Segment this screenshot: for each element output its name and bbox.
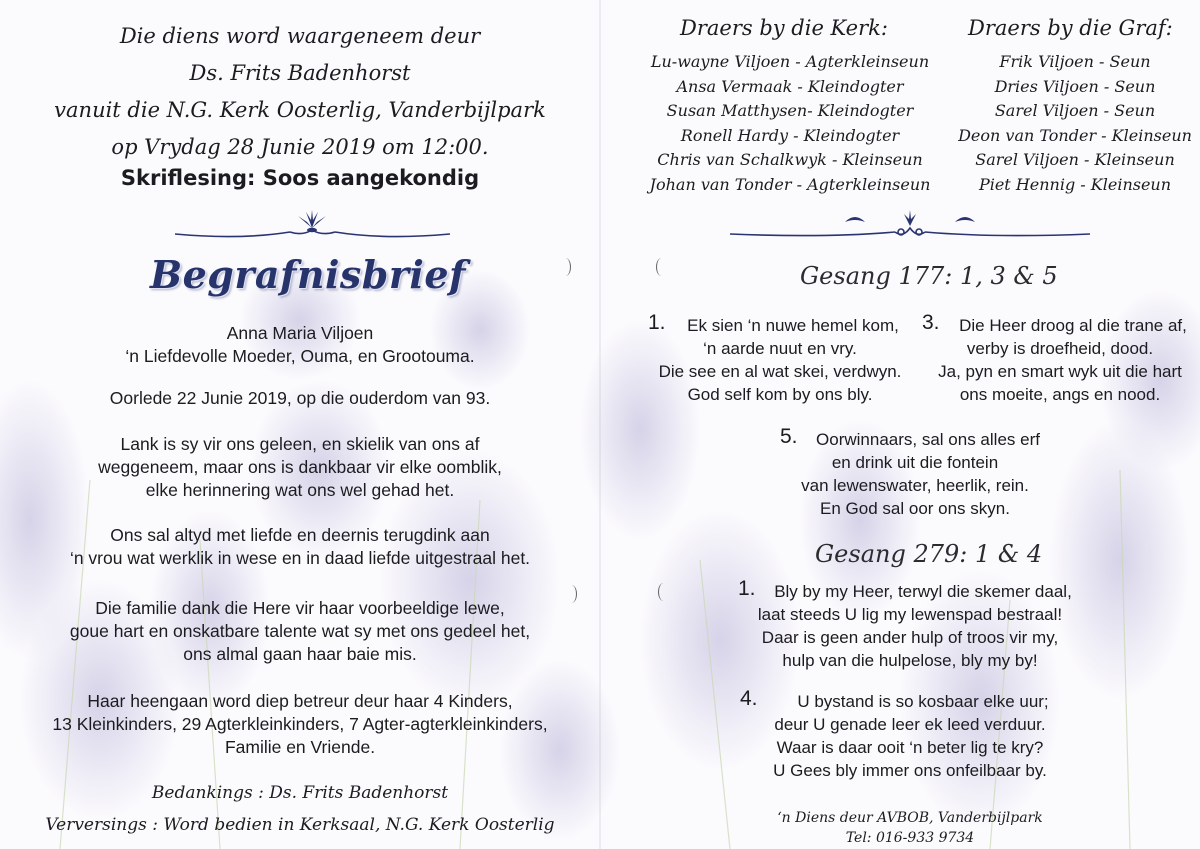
paragraph-line: elke herinnering wat ons wel gehad het. [145,480,455,500]
verse-line: deur U genade leer ek leed verduur. [774,715,1046,734]
verse-line: Oorwinnaars, sal ons alles erf [816,430,1040,449]
paragraph-4 [0,690,600,759]
verse-number: 3. [922,311,940,334]
service-line: Ds. Frits Badenhorst [189,61,411,85]
hymn-2-verse-4 [730,687,1090,782]
verse-line: ons moeite, angs en nood. [959,385,1161,404]
paragraph-1 [0,433,600,502]
verse-number: 4. [740,687,758,710]
paragraph-2 [0,524,600,570]
service-line: vanuit die N.G. Kerk Oosterlig, Vanderbijlpark [54,98,546,122]
hymn-2-title: Gesang 279: 1 & 4 [815,540,1043,568]
paragraph-line: ons almal gaan haar baie mis. [183,644,417,664]
deceased-name: Anna Maria Viljoen [226,323,374,343]
verse-line: U Gees bly immer ons onfeilbaar by. [773,761,1047,780]
service-line: Die diens word waargeneem deur [119,24,481,48]
verse-line: Die Heer droog al die trane af, [959,316,1187,335]
service-line: op Vrydag 28 Junie 2019 om 12:00. [111,135,489,159]
verse-number: 1. [738,577,756,600]
verse-line: Daar is geen ander hulp of troos vir my, [761,628,1059,647]
grave-bearers-title: Draers by die Graf: [968,16,1173,40]
death-date: Oorlede 22 Junie 2019, op die ouderdom van 93. [109,388,491,408]
ornament-divider [725,208,1095,242]
verse-line: En God sal oor ons skyn. [820,499,1010,518]
list-item: Sarel Viljoen - Kleinseun [975,150,1175,169]
thanks-line: Bedankings : Ds. Frits Badenhorst [151,783,449,803]
funeral-service-footer [760,808,1060,848]
paragraph-line: Ons sal altyd met liefde en deernis terugdink aan [110,525,490,545]
list-item: Sarel Viljoen - Seun [994,101,1156,120]
service-info [0,18,600,166]
church-bearers-title: Draers by die Kerk: [680,16,888,40]
verse-line: Die see en al wat skei, verdwyn. [658,362,902,381]
verse-number: 5. [780,425,798,448]
list-item: Chris van Schalkwyk - Kleinseun [657,150,923,169]
verse-number: 1. [648,311,666,334]
list-item: Ansa Vermaak - Kleindogter [676,76,904,96]
deceased-info [0,322,600,368]
punch-hole-mark [656,258,667,276]
verse-line: en drink uit die fontein [831,453,999,472]
ornament-divider [170,208,455,242]
list-item: Johan van Tonder - Agterkleinseun [649,174,931,194]
verse-line: Waar is daar ooit ‘n beter lig te kry? [776,738,1044,757]
grave-bearers-list [955,50,1195,197]
paragraph-line: goue hart en onskatbare talente wat sy met ons gedeel het, [69,621,531,641]
footer-line: ‘n Diens deur AVBOB, Vanderbijlpark [777,810,1043,826]
deceased-description: ‘n Liefdevolle Moeder, Ouma, en Grootouma. [125,346,475,366]
paragraph-line: Haar heengaan word diep betreur deur haar 4 Kinders, [87,691,513,711]
hymn-2-verse-1 [730,577,1090,672]
list-item: Dries Viljoen - Seun [994,76,1156,96]
paragraph-line: Die familie dank die Here vir haar voorbeeldige lewe, [95,598,505,618]
verse-line: laat steeds U lig my lewenspad bestraal! [757,605,1063,624]
paragraph-line: Familie en Vriende. [224,737,376,757]
church-bearers-list [630,50,950,197]
paragraph-line: weggeneem, maar ons is dankbaar vir elke oomblik, [98,457,502,477]
paragraph-line: 13 Kleinkinders, 29 Agterkleinkinders, 7 Agter-agterkleinkinders, [52,714,548,734]
hymn-1-verse-5 [770,425,1060,520]
hymn-1-title: Gesang 177: 1, 3 & 5 [800,262,1058,290]
page-title: Begrafnisbrief [150,252,466,297]
footer-phone: Tel: 016-933 9734 [845,830,975,846]
paragraph-line: Lank is sy vir ons geleen, en skielik van ons af [120,434,480,454]
list-item: Deon van Tonder - Kleinseun [958,125,1192,145]
verse-line: van lewenswater, heerlik, rein. [801,476,1029,495]
scripture-reading: Skriflesing: Soos aangekondig [120,166,480,190]
verse-line: verby is droefheid, dood. [966,339,1154,358]
punch-hole-mark [658,583,669,601]
verse-line: hulp van die hulpelose, bly my by! [782,651,1038,670]
verse-line: ‘n aarde nuut en vry. [703,339,857,358]
list-item: Lu-wayne Viljoen - Agterkleinseun [650,52,930,71]
refreshments-line: Verversings : Word bedien in Kerksaal, N.G. Kerk Oosterlig [45,815,555,835]
verse-line: Bly by my Heer, terwyl die skemer daal, [774,582,1072,601]
list-item: Frik Viljoen - Seun [999,52,1151,71]
acknowledgements [0,777,600,841]
punch-hole-mark [566,585,577,603]
verse-line: Ja, pyn en smart wyk uit die hart [938,362,1182,381]
verse-line: Ek sien ‘n nuwe hemel kom, [687,316,899,335]
list-item: Piet Hennig - Kleinseun [978,174,1172,194]
verse-line: God self kom by ons bly. [687,385,873,404]
paragraph-3 [0,597,600,666]
list-item: Susan Matthysen- Kleindogter [666,101,914,120]
paragraph-line: ‘n vrou wat werklik in wese en in daad liefde uitgestraal het. [69,548,531,568]
verse-line: U bystand is so kosbaar elke uur; [797,692,1049,711]
hymn-1-verse-1 [640,311,920,406]
punch-hole-mark [560,258,571,276]
list-item: Ronell Hardy - Kleindogter [680,125,900,145]
right-page [600,0,1200,849]
hymn-1-verse-3 [922,311,1198,406]
